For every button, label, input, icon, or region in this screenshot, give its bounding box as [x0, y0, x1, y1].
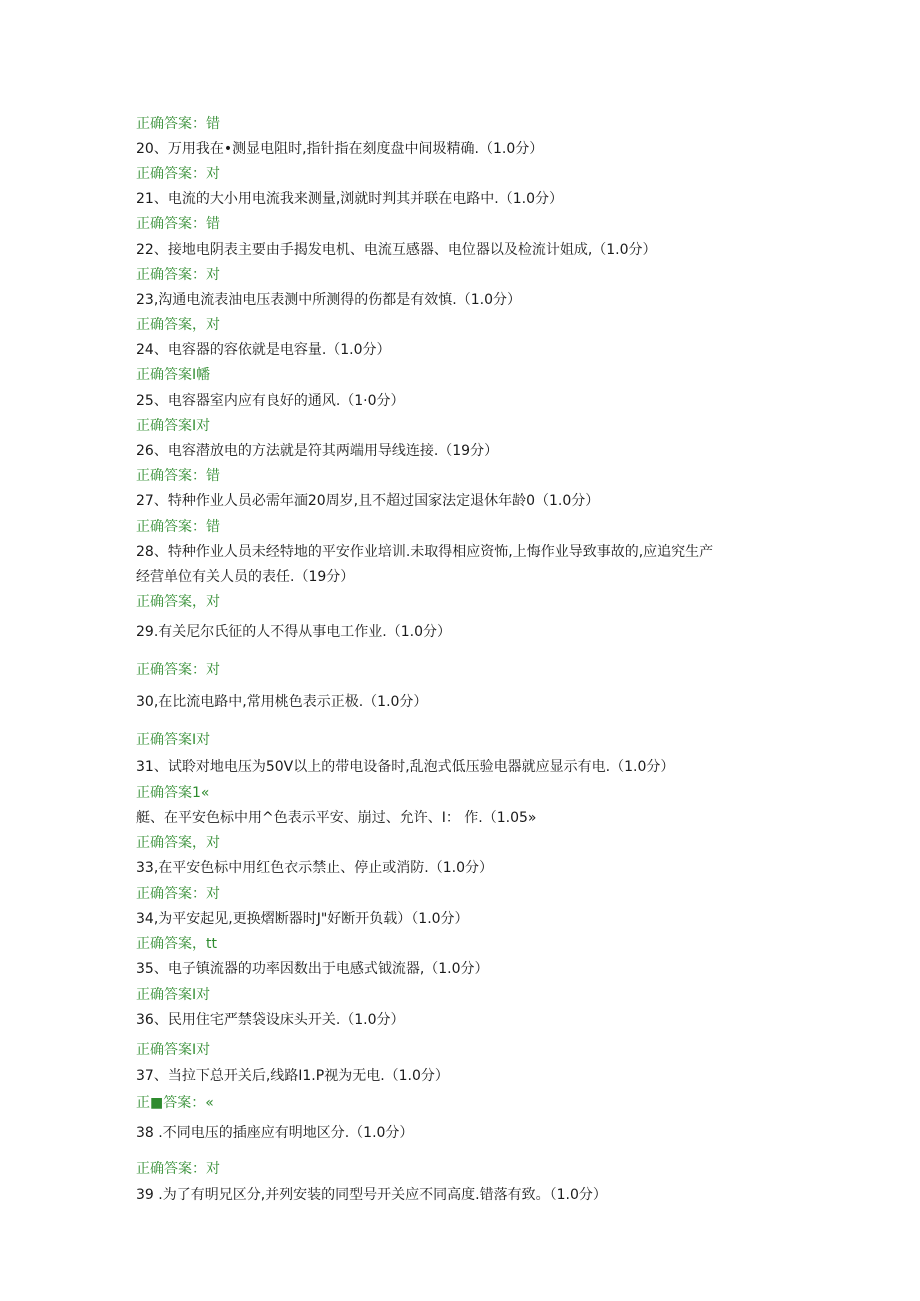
answer-line: 正确答案：对: [136, 166, 220, 182]
answer-line: 正确答案：对: [136, 267, 220, 283]
question-line: 经营单位有关人员的表任.（19分）: [136, 569, 355, 585]
question-line: 38 .不同电压的插座应有明地区分.（1.0分）: [136, 1125, 414, 1141]
answer-line: 正确答案：错: [136, 216, 220, 232]
question-line: 30,在比流电路中,常用桃色表示正极.（1.0分）: [136, 694, 428, 710]
answer-line: 正■答案：«: [136, 1095, 214, 1111]
answer-line: 正确答案，对: [136, 317, 220, 333]
answer-line: 正确答案，对: [136, 835, 220, 851]
answer-line: 正确答案I对: [136, 987, 211, 1003]
question-line: 23,沟通电流表油电压表测中所测得的伤都是有效慎.（1.0分）: [136, 292, 521, 308]
question-line: 20、万用我在•测显电阻时,指针指在刻度盘中间圾精确.（1.0分）: [136, 141, 544, 157]
question-line: 艇、在平安色标中用^色表示平安、崩过、允许、I： 作.（1.05»: [136, 810, 537, 826]
question-line: 34,为平安起见,更换熠断器时J"好断开负载）（1.0分）: [136, 911, 469, 927]
question-line: 37、当拉下总开关后,线路I1.P视为无电.（1.0分）: [136, 1068, 449, 1084]
question-line: 22、接地电阴表主要由手揭发电机、电流互感器、电位器以及检流计姐成,（1.0分）: [136, 242, 657, 258]
answer-line: 正确答案：错: [136, 468, 220, 484]
question-line: 29.有关尼尔氏征的人不得从事电工作业.（1.0分）: [136, 624, 451, 640]
answer-line: 正确答案，对: [136, 594, 220, 610]
answer-line: 正确答案，tt: [136, 936, 217, 952]
answer-line: 正确答案：错: [136, 116, 220, 132]
answer-line: 正确答案1«: [136, 785, 210, 801]
answer-line: 正确答案：对: [136, 1161, 220, 1177]
answer-line: 正确答案I幡: [136, 367, 211, 383]
answer-line: 正确答案I对: [136, 418, 211, 434]
question-line: 35、电子镇流器的功率因数出于电感式钺流器,（1.0分）: [136, 961, 489, 977]
answer-line: 正确答案I对: [136, 732, 211, 748]
question-line: 33,在平安色标中用红色衣示禁止、停止或消防.（1.0分）: [136, 860, 493, 876]
answer-line: 正确答案：错: [136, 519, 220, 535]
question-line: 36、民用住宅严禁袋设床头开关.（1.0分）: [136, 1012, 405, 1028]
answer-line: 正确答案I对: [136, 1042, 211, 1058]
question-line: 28、特种作业人员未经特地的平安作业培训.未取得相应资怖,上悔作业导致事故的,应追究生产: [136, 544, 714, 560]
question-line: 27、特种作业人员必需年湎20周岁,且不超过国家法定退休年龄0（1.0分）: [136, 493, 600, 509]
answer-line: 正确答案：对: [136, 886, 220, 902]
question-line: 31、试聆对地电压为50V以上的带电设备时,乱泡式低压验电器就应显示有电.（1.0分）: [136, 759, 675, 775]
question-line: 21、电流的大小用电流我来测量,浏就时判其并联在电路中.（1.0分）: [136, 191, 563, 207]
question-line: 25、电容器室内应有良好的通风.（1·0分）: [136, 393, 405, 409]
question-line: 24、电容器的容依就是电容量.（1.0分）: [136, 342, 391, 358]
question-line: 26、电容潜放电的方法就是符其两端用导线连接.（19分）: [136, 443, 499, 459]
question-line: 39 .为了有明兄区分,并列安装的同型号开关应不同高度.错落有致。（1.0分）: [136, 1187, 607, 1203]
answer-line: 正确答案：对: [136, 662, 220, 678]
